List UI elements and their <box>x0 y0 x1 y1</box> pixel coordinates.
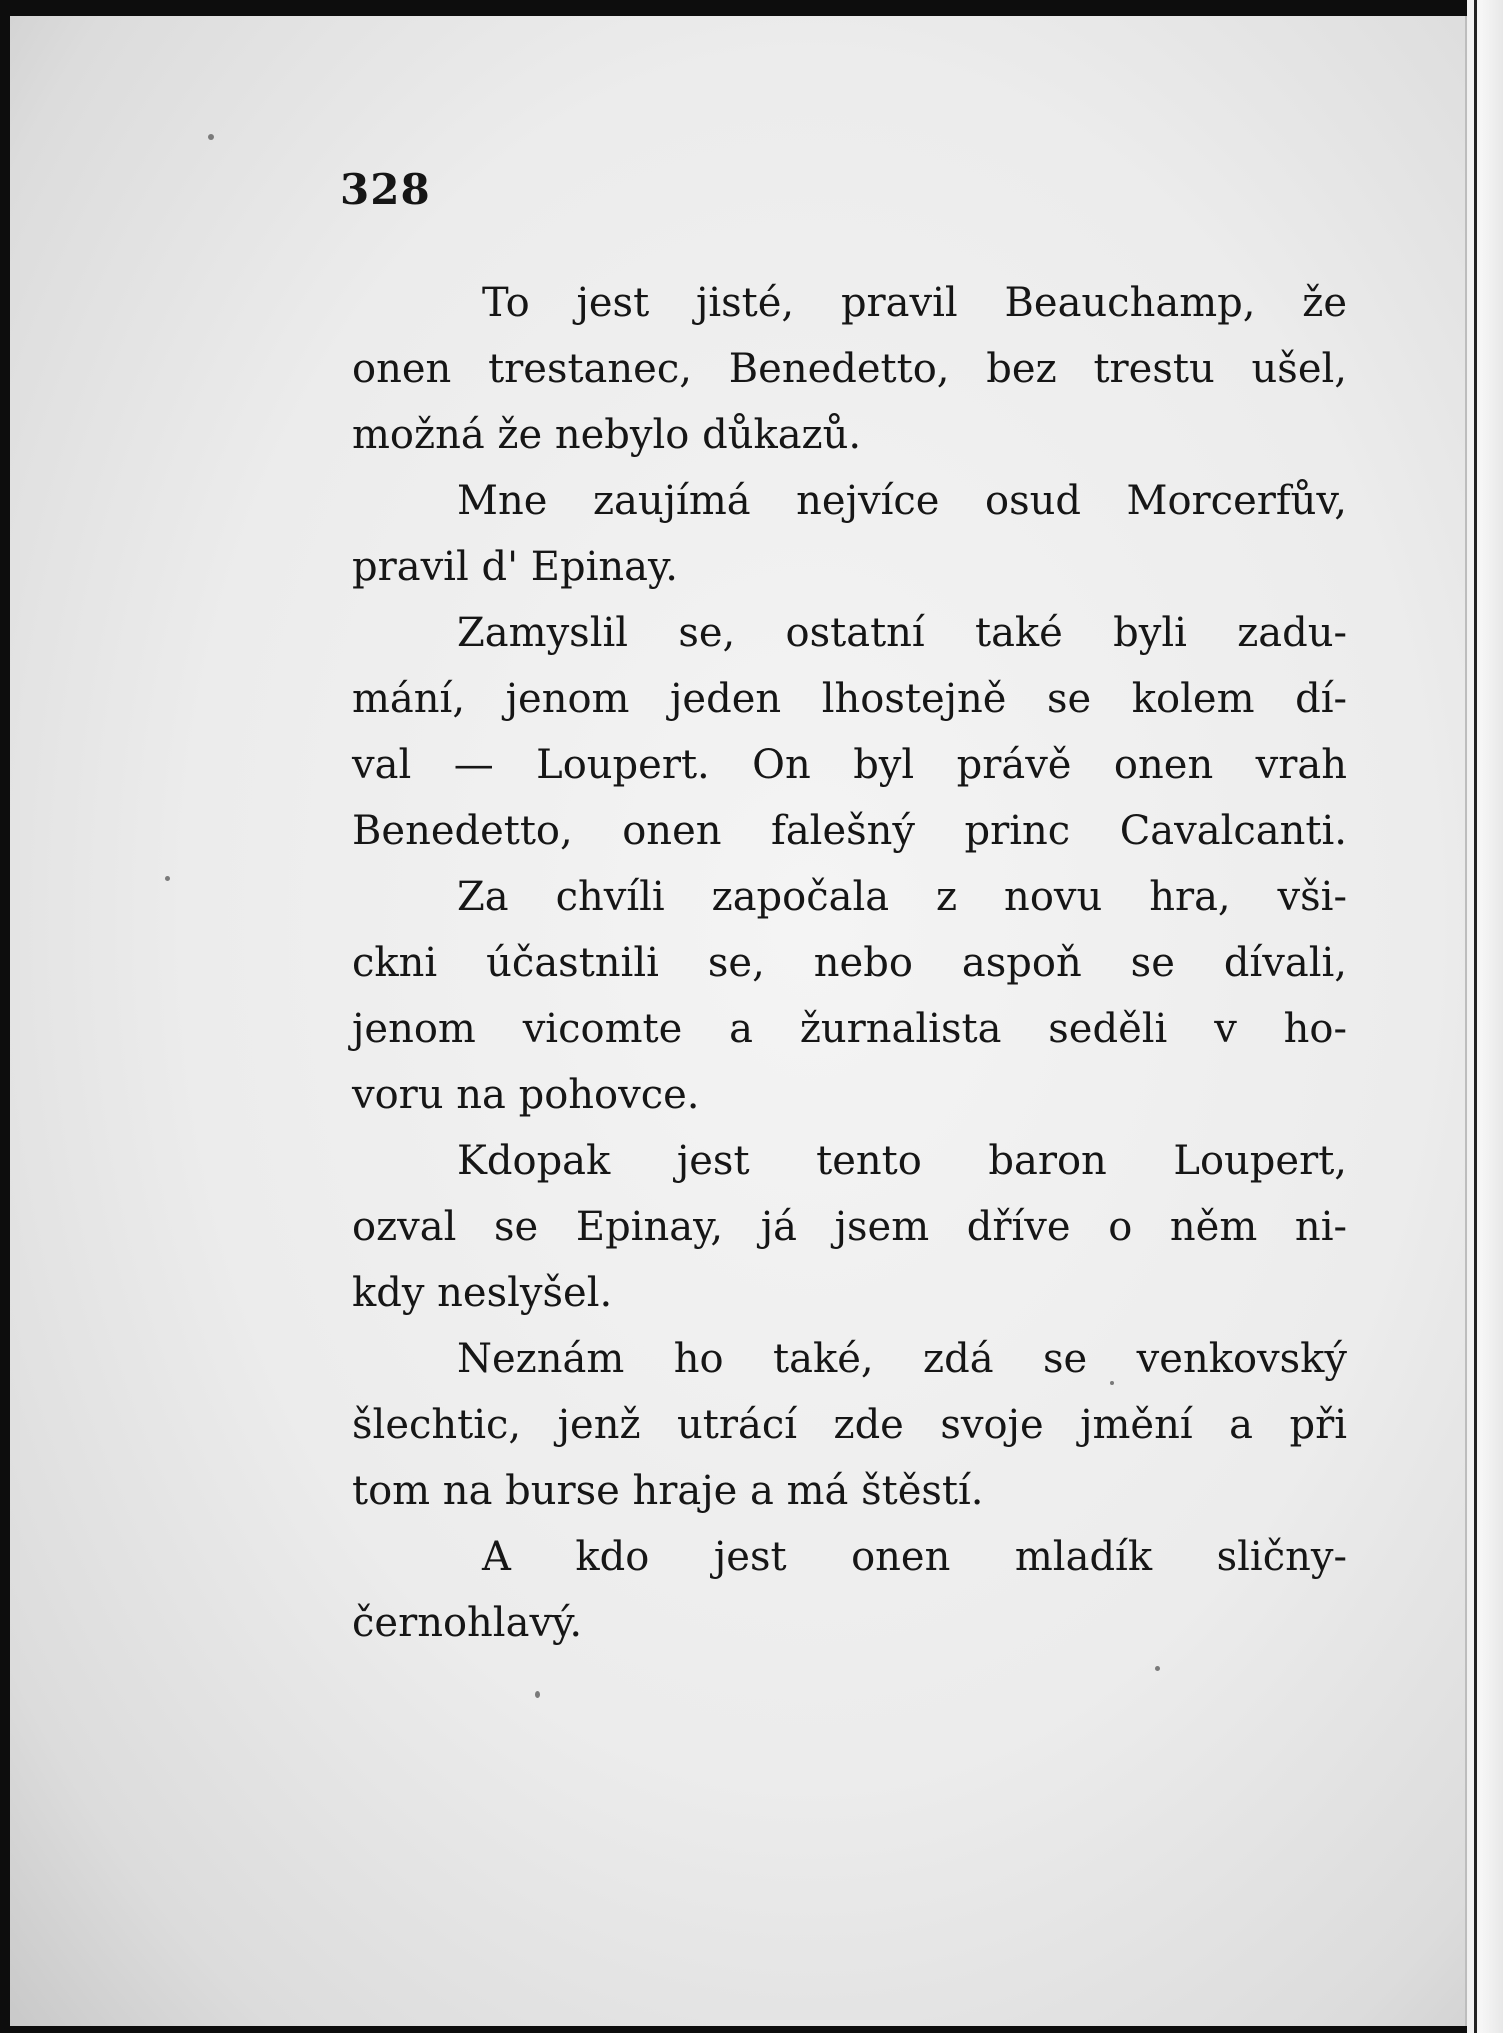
paper-speck <box>1155 1666 1160 1671</box>
paper-speck <box>208 134 214 140</box>
text-line: kdy neslyšel. <box>352 1270 613 1316</box>
text-line: Benedetto, onen falešný princ Cavalcanti. <box>352 808 1347 854</box>
paper-speck <box>165 876 170 881</box>
text-line: voru na pohovce. <box>352 1072 700 1118</box>
text-line: onen trestanec, Benedetto, bez trestu ušel, <box>352 346 1347 392</box>
text-line: ckni účastnili se, nebo aspoň se dívali, <box>352 940 1347 986</box>
paper-speck <box>535 1691 540 1698</box>
text-line: černohlavý. <box>352 1600 583 1646</box>
text-line: šlechtic, jenž utrácí zde svoje jmění a při <box>352 1402 1347 1448</box>
text-line: možná že nebylo důkazů. <box>352 412 862 458</box>
text-line: Mne zaujímá nejvíce osud Morcerfův, <box>457 478 1347 524</box>
text-line: To jest jisté, pravil Beauchamp, že <box>482 280 1347 326</box>
text-line: Neznám ho také, zdá se venkovský <box>457 1336 1347 1382</box>
text-line: Kdopak jest tento baron Loupert, <box>457 1138 1347 1184</box>
text-line: tom na burse hraje a má štěstí. <box>352 1468 984 1514</box>
page-binding-line <box>1474 0 1477 2033</box>
text-line: mání, jenom jeden lhostejně se kolem dí- <box>352 676 1347 722</box>
text-line: Za chvíli započala z novu hra, vši- <box>457 874 1347 920</box>
text-line: pravil d' Epinay. <box>352 544 678 590</box>
text-line: A kdo jest onen mladík sličny- <box>482 1534 1347 1580</box>
body-text <box>352 270 1347 1656</box>
text-line: Zamyslil se, ostatní také byli zadu- <box>457 610 1347 656</box>
text-line: ozval se Epinay, já jsem dříve o něm ni- <box>352 1204 1347 1250</box>
page-edge <box>1467 0 1503 2033</box>
page-number: 328 <box>340 165 431 214</box>
text-line: val — Loupert. On byl právě onen vrah <box>352 742 1347 788</box>
text-line: jenom vicomte a žurnalista seděli v ho- <box>352 1006 1347 1052</box>
